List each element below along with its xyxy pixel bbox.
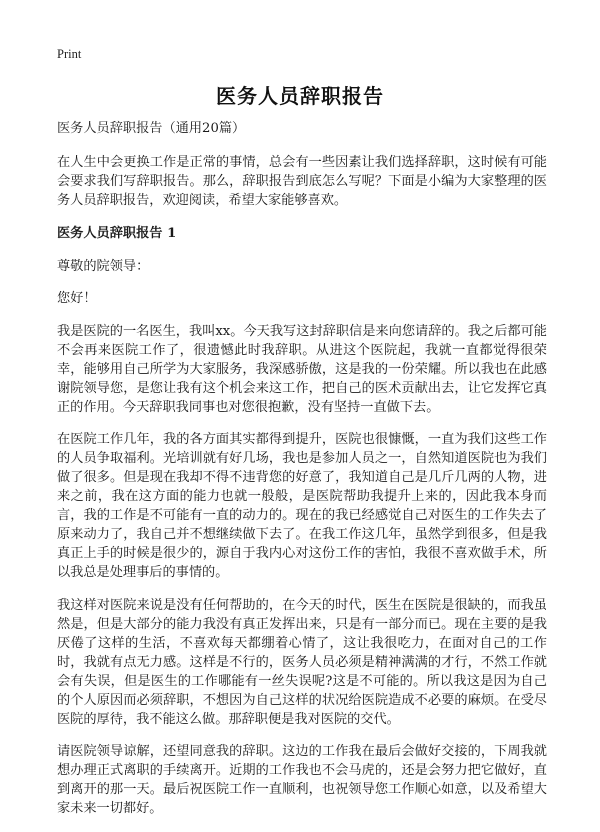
body-paragraph: 在医院工作几年，我的各方面其实都得到提升，医院也很慷慨，一直为我们这些工作的人员争取福利。光培训就有好几场，我也是参加人员之一，自然知道医院也为我们做了很多。但是现在我却不得不违背您的好意了，我知道自己是几斤几两的人物，进来之前，我在这方面的能力也就一般般，是医院帮助我提升上来的，因此我本身而言，我的工作是不可能有一直的动力的。现在的我已经感觉自己对医生的工作失去了原来动力了，我自己并不想继续做下去了。在我工作这几年，虽然学到很多，但是我真正上手的时候是很少的，源自于我内心对这份工作的害怕，我很不喜欢做手术，所以我总是处理事后的事情的。 [57, 432, 547, 580]
section-heading: 医务人员辞职报告 1 [57, 225, 177, 241]
salutation: 尊敬的院领导： [57, 258, 150, 274]
greeting: 您好！ [57, 291, 97, 306]
body-paragraph: 我这样对医院来说是没有任何帮助的，在今天的时代，医生在医院是很缺的，而我虽然是，但是大部分的能力我没有真正发挥出来，只是有一部分而已。现在主要的是我厌倦了这样的生活，不喜欢每天都绷着心情了，这让我很吃力，在面对自己的工作时，我就有点无力感。这样是不行的，医务人员必须是精神满满的才行，不然工作就会有失误，但是医生的工作哪能有一丝失误呢?这是不可能的。所以我这是因为自己的个人原因而必须辞职，不想因为自己这样的状况给医院造成不必要的麻烦。在受尽医院的厚待，我不能这么做。那辞职便是我对医院的交代。 [57, 597, 547, 727]
print-link[interactable]: Print [57, 47, 82, 61]
body-paragraph: 我是医院的一名医生，我叫xx。今天我写这封辞职信是来向您请辞的。我之后都可能不会再来医院工作了，很遗憾此时我辞职。从进这个医院起，我就一直都觉得很荣幸，能够用自己所学为大家服务，我深感骄傲，这是我的一份荣耀。所以我也在此感谢院领导您，是您让我有这个机会来这工作，把自己的医术贡献出去，让它发挥它真正的作用。今天辞职我同事也对您很抱歉，没有坚持一直做下去。 [57, 323, 547, 415]
body-paragraph: 请医院领导谅解，还望同意我的辞职。这边的工作我在最后会做好交接的，下周我就想办理正式离职的手续离开。近期的工作我也不会马虎的，还是会努力把它做好，直到离开的那一天。最后祝医院工作一直顺利，也祝领导您工作顺心如意，以及希望大家未来一切都好。 [57, 744, 547, 816]
document-title: 医务人员辞职报告 [216, 84, 384, 108]
document-body [57, 119, 547, 832]
intro-paragraph: 在人生中会更换工作是正常的事情，总会有一些因素让我们选择辞职，这时候有可能会要求我们写辞职报告。那么，辞职报告到底怎么写呢？下面是小编为大家整理的医务人员辞职报告，欢迎阅读，希望大家能够喜欢。 [57, 155, 547, 208]
document-subtitle: 医务人员辞职报告（通用20篇） [57, 121, 246, 136]
